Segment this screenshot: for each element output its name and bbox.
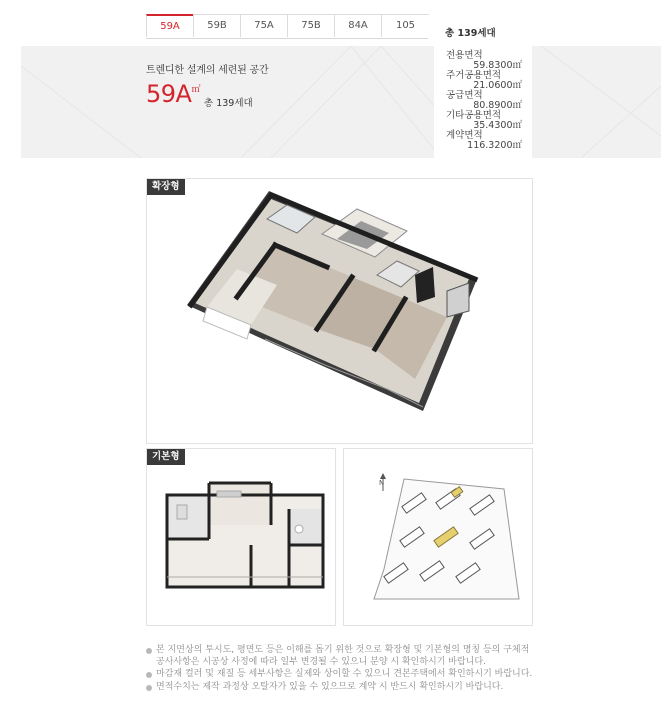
note-item: 본 지면상의 투시도, 평면도 등은 이해를 돕기 위한 것으로 확장형 및 기본형의 명칭 등의 구체적 공사사항은 시공상 사정에 따라 일부 변경될 수 있으니 분양 시 확인하시기 바랍니다.: [146, 645, 536, 668]
note-item: 마감재 컬러 및 재질 등 세부사항은 실제와 상이할 수 있으니 견본주택에서 확인하시기 바랍니다.: [146, 669, 536, 681]
area-label-contract: 계약면적: [446, 130, 483, 141]
area-label-residential-common: 주거공용면적: [446, 70, 502, 81]
unit-type-tabs: [146, 14, 428, 39]
banner-pattern: [21, 46, 661, 158]
tab-84a[interactable]: 84A: [334, 14, 382, 37]
area-label-supply: 공급면적: [446, 90, 483, 101]
area-value-supply: 80.8900㎡: [473, 100, 522, 111]
tab-59b[interactable]: 59B: [193, 14, 241, 37]
compass-north: N: [379, 479, 385, 487]
unit-type-title: [146, 80, 200, 108]
disclaimer-notes: [146, 645, 536, 694]
type-banner: [21, 46, 661, 158]
area-value-contract: 116.3200㎡: [467, 140, 522, 151]
area-value-other-common: 35.4300㎡: [473, 120, 522, 131]
area-value-residential-common: 21.0600㎡: [473, 80, 522, 91]
area-info-panel: [434, 16, 532, 158]
area-label-exclusive: 전용면적: [446, 50, 483, 61]
extended-floorplan-image[interactable]: [146, 178, 533, 444]
isometric-floorplan-illustration: [147, 179, 533, 444]
basic-floorplan-image[interactable]: [146, 448, 336, 626]
site-plan-image[interactable]: [343, 448, 533, 626]
side-households: 총 139세대: [445, 28, 496, 39]
unit-type-name: 59A: [146, 80, 192, 108]
area-label-other-common: 기타공용면적: [446, 110, 502, 121]
type-tagline: 트렌디한 설계의 세련된 공간: [146, 65, 269, 76]
site-plan-illustration: [344, 449, 533, 626]
extended-type-label: 확장형: [147, 179, 185, 195]
area-value-exclusive: 59.8300㎡: [473, 60, 522, 71]
unit-type-unit: ㎡: [191, 85, 200, 95]
tab-105[interactable]: 105: [381, 14, 429, 37]
households-count: 총 139세대: [204, 98, 253, 109]
tab-75a[interactable]: 75A: [240, 14, 288, 37]
tab-75b[interactable]: 75B: [287, 14, 335, 37]
tab-59a[interactable]: 59A: [146, 14, 194, 37]
2d-floorplan-illustration: [147, 449, 336, 626]
basic-type-label: 기본형: [147, 449, 185, 465]
note-item: 면적수치는 제작 과정상 오탈자가 있을 수 있으므로 계약 시 반드시 확인하시기 바랍니다.: [146, 682, 536, 694]
